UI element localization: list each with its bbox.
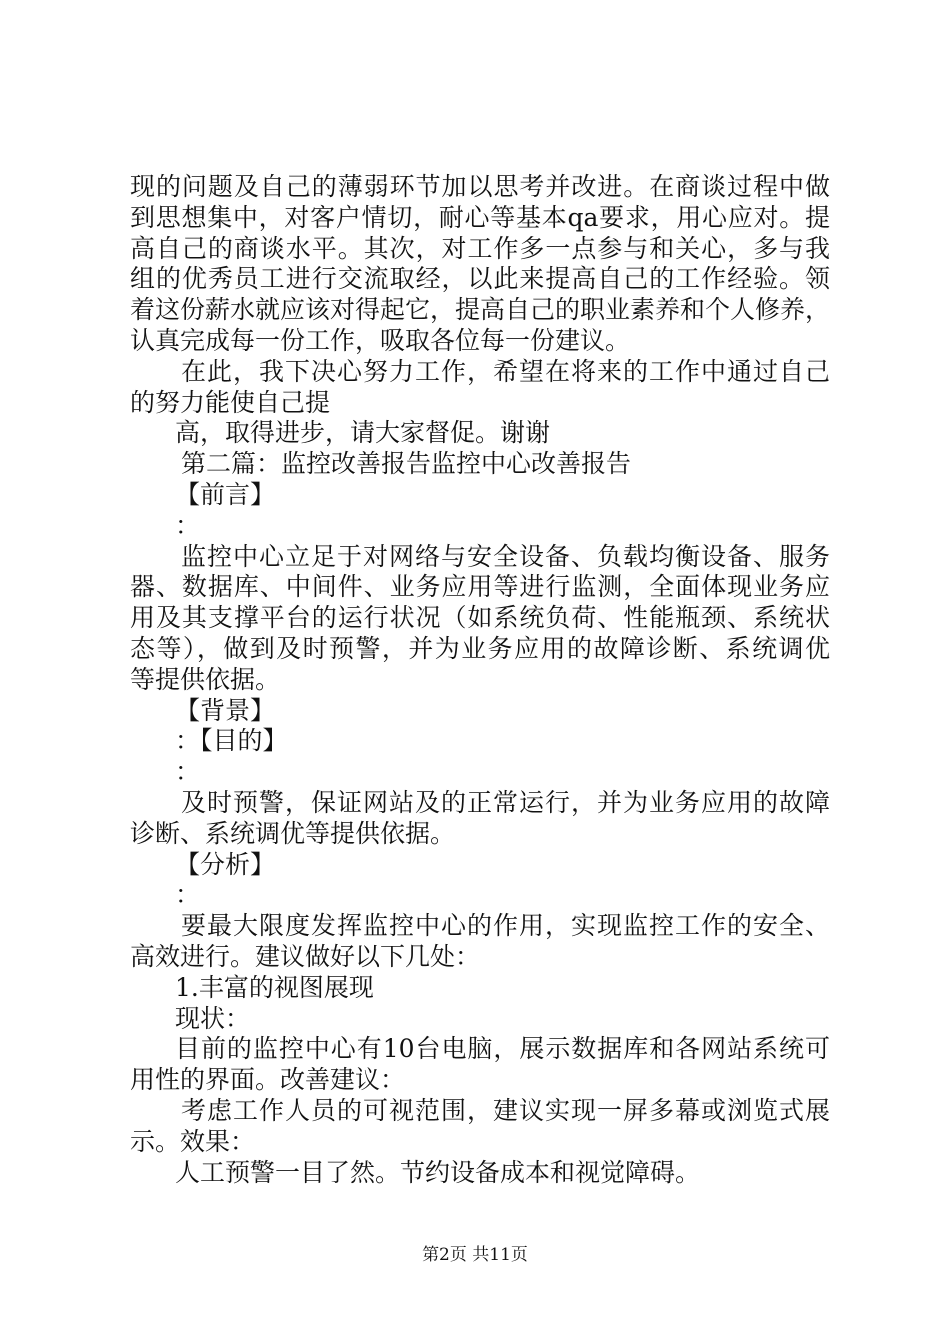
text-line: 示。效果： — [130, 1126, 256, 1156]
text-line: 高，取得进步，请大家督促。谢谢 — [175, 418, 551, 448]
text-line: 及时预警，保证网站及的正常运行，并为业务应用的故障 — [181, 787, 830, 817]
text-line: 到思想集中，对客户情切，耐心等基本qa要求，用心应对。提 — [130, 202, 830, 232]
text-line: 用性的界面。改善建议： — [130, 1065, 406, 1095]
text-line: 1.丰富的视图展现 — [175, 972, 374, 1002]
text-line: 认真完成每一份工作，吸取各位每一份建议。 — [130, 325, 631, 355]
text-line: 【背景】 — [175, 695, 276, 725]
text-line: 高自己的商谈水平。其次，对工作多一点参与和关心，多与我 — [130, 233, 830, 263]
text-line: 目前的监控中心有10台电脑，展示数据库和各网站系统可 — [175, 1034, 830, 1064]
text-line: 现的问题及自己的薄弱环节加以思考并改进。在商谈过程中做 — [130, 172, 830, 201]
text-line: 器、数据库、中间件、业务应用等进行监测，全面体现业务应 — [130, 572, 830, 602]
text-line: 诊断、系统调优等提供依据。 — [130, 818, 456, 848]
text-line: 监控中心立足于对网络与安全设备、负载均衡设备、服务 — [181, 541, 830, 571]
text-line: 等提供依据。 — [130, 664, 281, 694]
document-body — [130, 172, 830, 1188]
text-line: 考虑工作人员的可视范围，建议实现一屏多幕或浏览式展 — [181, 1095, 830, 1125]
text-line: ： — [175, 510, 201, 540]
text-line: 人工预警一目了然。节约设备成本和视觉障碍。 — [175, 1157, 701, 1187]
text-line: 组的优秀员工进行交流取经，以此来提高自己的工作经验。领 — [130, 264, 830, 294]
text-line: 现状： — [175, 1003, 251, 1033]
text-line: ： — [175, 880, 201, 910]
text-line: 高效进行。建议做好以下几处： — [130, 941, 481, 971]
text-line: ：【目的】 — [175, 726, 288, 756]
page-footer: 第2页 共11页 — [422, 1245, 528, 1265]
text-line: 用及其支撑平台的运行状况（如系统负荷、性能瓶颈、系统状 — [130, 603, 830, 633]
text-line: 的努力能使自己提 — [130, 387, 331, 417]
text-line: 【前言】 — [175, 479, 276, 509]
text-line: 第二篇：监控改善报告监控中心改善报告 — [181, 449, 632, 479]
text-line: ： — [175, 757, 201, 787]
text-line: 【分析】 — [175, 849, 276, 879]
text-line: 着这份薪水就应该对得起它，提高自己的职业素养和个人修养， — [130, 295, 830, 325]
text-line: 在此，我下决心努力工作，希望在将来的工作中通过自己 — [181, 356, 830, 386]
text-line: 要最大限度发挥监控中心的作用，实现监控工作的安全、 — [181, 911, 830, 941]
text-line: 态等），做到及时预警，并为业务应用的故障诊断、系统调优 — [130, 633, 830, 663]
